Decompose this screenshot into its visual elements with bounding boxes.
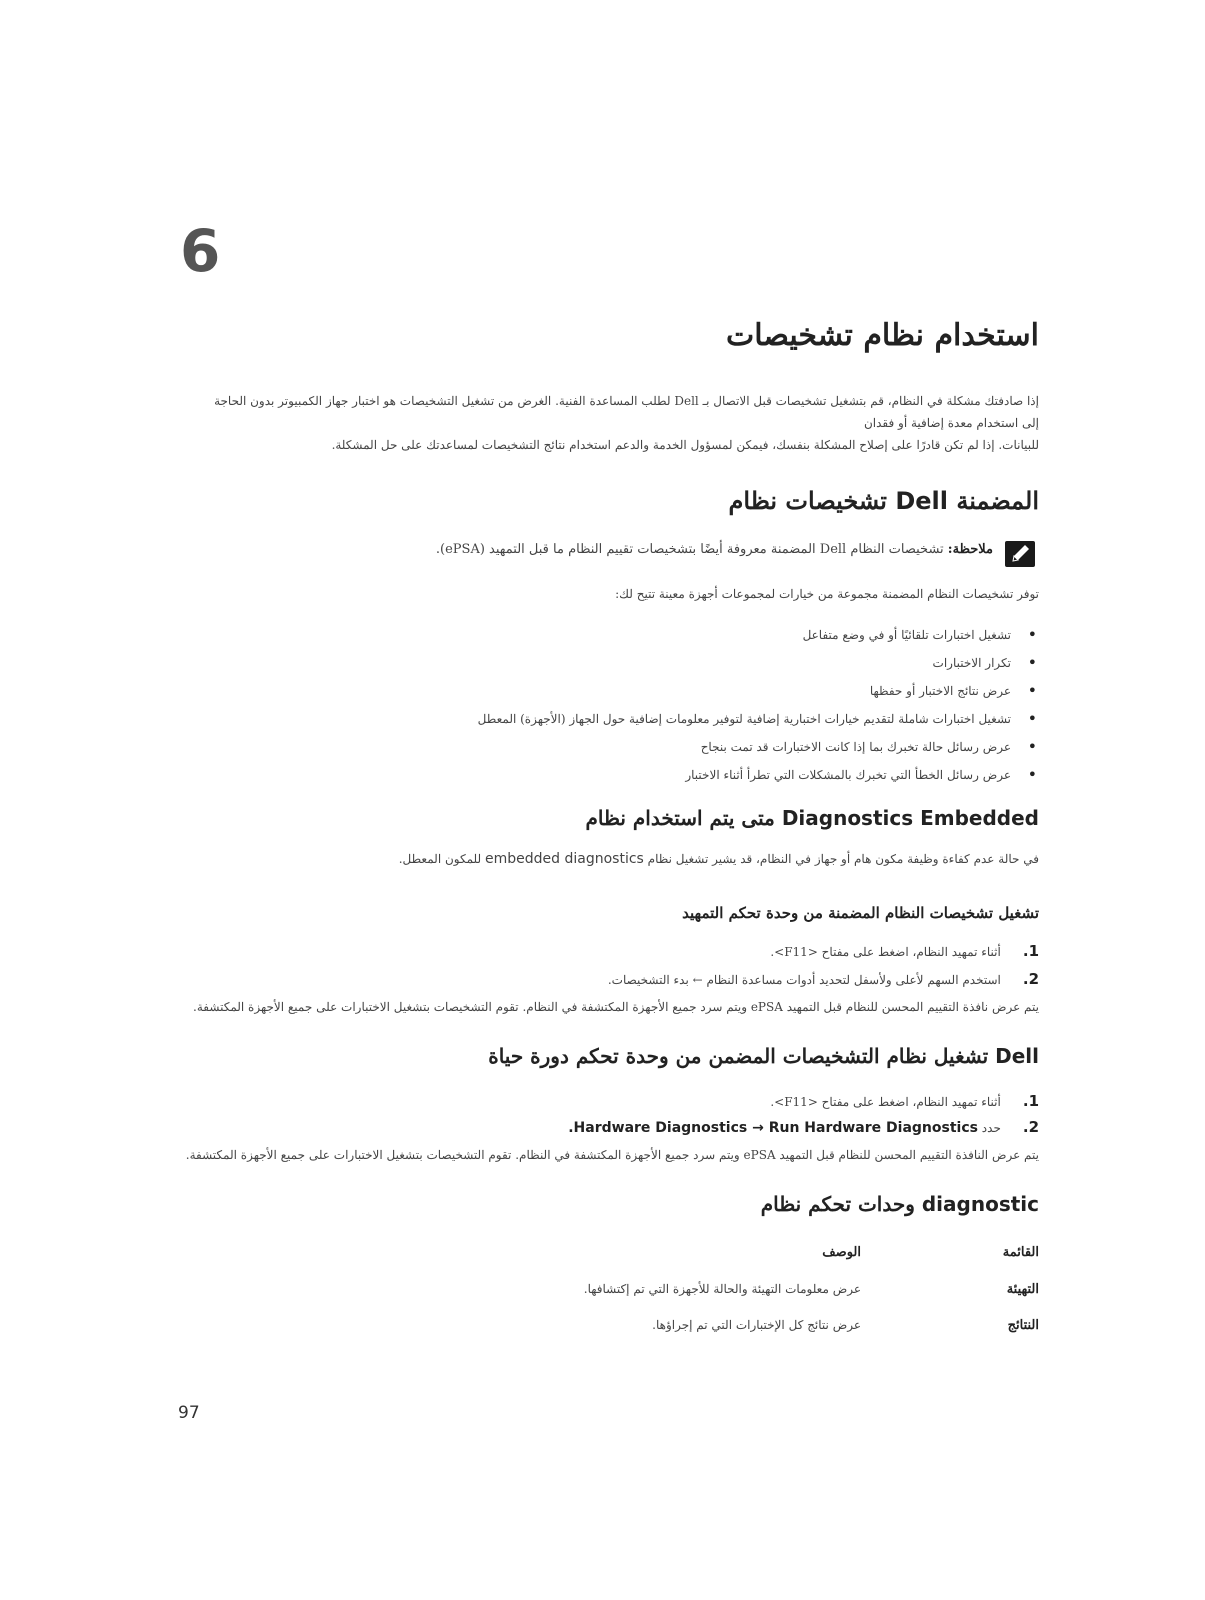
- step-number: 2.: [1022, 1118, 1039, 1136]
- note-pencil-icon: [1005, 541, 1035, 567]
- chapter-title: استخدام نظام تشخيصات: [725, 318, 1039, 353]
- when-text: [399, 851, 1039, 867]
- when-text-ar-2: للمكون المعطل.: [398, 852, 482, 866]
- table-cell-description: عرض نتائج كل الإختبارات التي تم إجراؤها.: [652, 1318, 861, 1332]
- note: [436, 542, 993, 557]
- section-heading-lifecycle: [488, 1044, 1039, 1068]
- boot-step-1: [770, 942, 1039, 960]
- heading-ar: متى يتم استخدام نظام: [585, 806, 775, 830]
- features-list: [478, 621, 1039, 789]
- step-text: أثناء تمهيد النظام، اضغط على مفتاح <F11>.: [770, 945, 1001, 959]
- heading-latin: Dell: [995, 1044, 1039, 1068]
- when-text-latin: embedded diagnostics: [485, 851, 644, 867]
- step-text: استخدم السهم لأعلى ولأسفل لتحديد أدوات مساعدة النظام ← بدء التشخيصات.: [607, 973, 1001, 987]
- table-header-menu: القائمة: [1002, 1245, 1039, 1260]
- intro-paragraph: [195, 390, 1039, 456]
- lifecycle-step-2: [568, 1118, 1039, 1136]
- section-heading-when: [585, 806, 1039, 830]
- intro-line-1: إذا صادفتك مشكلة في النظام، قم بتشغيل تشخيصات قبل الاتصال بـ Dell لطلب المساعدة الفنية. الغرض من تشغيل التشخيصات هو اختبار جهاز الكمبيوتر بدون الحاجة إلى استخدام معدة إضافية أو فقدان: [214, 394, 1039, 430]
- step-number: 1.: [1022, 1092, 1039, 1110]
- table-row: [559, 1318, 1039, 1344]
- chapter-number: 6: [180, 217, 221, 285]
- list-item: • تكرار الاختبارات: [478, 649, 1039, 677]
- section-heading-boot-manager: تشغيل تشخيصات النظام المضمنة من وحدة تحكم التمهيد: [682, 904, 1039, 922]
- boot-result: يتم عرض نافذة التقييم المحسن للنظام قبل التمهيد ePSA ويتم سرد جميع الأجهزة المكتشفة في النظام. تقوم التشخيصات بتشغيل الاختبارات على جميع الأجهزة المكتشفة.: [193, 1000, 1039, 1014]
- note-label: ملاحظة:: [947, 542, 993, 557]
- step-text-latin: Hardware Diagnostics → Run Hardware Diagnostics.: [568, 1120, 978, 1136]
- intro-line-2: للبيانات. إذا لم تكن قادرًا على إصلاح المشكلة بنفسك، فيمكن لمسؤول الخدمة والدعم استخدام نتائج التشخيصات لمساعدتك على حل المشكلة.: [331, 438, 1039, 452]
- lifecycle-result: يتم عرض النافذة التقييم المحسن للنظام قبل التمهيد ePSA ويتم سرد جميع الأجهزة المكتشفة في النظام. تقوم التشخيصات بتشغيل الاختبارات على جميع الأجهزة المكتشفة.: [185, 1148, 1039, 1162]
- step-number: 1.: [1022, 942, 1039, 960]
- step-number: 2.: [1022, 970, 1039, 988]
- table-header-row: [559, 1245, 1039, 1271]
- heading-ar: تشغيل نظام التشخيصات المضمن من وحدة تحكم دورة حياة: [488, 1044, 989, 1068]
- lifecycle-step-1: [770, 1092, 1039, 1110]
- list-item: • عرض رسائل حالة تخبرك بما إذا كانت الاختبارات قد تمت بنجاح: [478, 733, 1039, 761]
- heading-ar: وحدات تحكم نظام: [760, 1192, 915, 1216]
- heading-latin: Diagnostics Embedded: [781, 806, 1039, 830]
- step-text-ar: حدد: [981, 1121, 1001, 1135]
- note-text: تشخيصات النظام Dell المضمنة معروفة أيضًا بتشخيصات تقييم النظام ما قبل التمهيد (ePSA).: [435, 542, 944, 557]
- heading-latin: diagnostic: [921, 1192, 1039, 1216]
- list-item: • تشغيل اختبارات تلقائيًا أو في وضع متفاعل: [478, 621, 1039, 649]
- list-item: • تشغيل اختبارات شاملة لتقديم خيارات اختبارية إضافية لتوفير معلومات إضافية حول الجهاز (الأجهزة) المعطل: [478, 705, 1039, 733]
- heading-latin: Dell: [895, 487, 948, 515]
- heading-ar: المضمنة: [956, 486, 1039, 515]
- boot-step-2: [608, 970, 1039, 988]
- list-item: • عرض نتائج الاختبار أو حفظها: [478, 677, 1039, 705]
- table-cell-menu: النتائج: [1007, 1318, 1039, 1333]
- table-row: [559, 1282, 1039, 1308]
- table-cell-description: عرض معلومات التهيئة والحالة للأجهزة التي تم إكتشافها.: [583, 1282, 861, 1296]
- page-number: 97: [178, 1403, 200, 1423]
- section-heading-controls: [761, 1192, 1039, 1216]
- table-header-description: الوصف: [822, 1245, 861, 1260]
- embedded-intro: توفر تشخيصات النظام المضمنة مجموعة من خيارات لمجموعات أجهزة معينة تتيح لك:: [615, 587, 1039, 601]
- when-text-ar-1: في حالة عدم كفاءة وظيفة مكون هام أو جهاز في النظام، قد يشير تشغيل نظام: [647, 852, 1039, 866]
- step-text: أثناء تمهيد النظام، اضغط على مفتاح <F11>.: [770, 1095, 1001, 1109]
- section-heading-embedded: [729, 486, 1039, 515]
- table-cell-menu: التهيئة: [1006, 1282, 1039, 1297]
- list-item: • عرض رسائل الخطأ التي تخبرك بالمشكلات التي تطرأ أثناء الاختبار: [478, 761, 1039, 789]
- heading-ar-2: تشخيصات نظام: [728, 486, 887, 515]
